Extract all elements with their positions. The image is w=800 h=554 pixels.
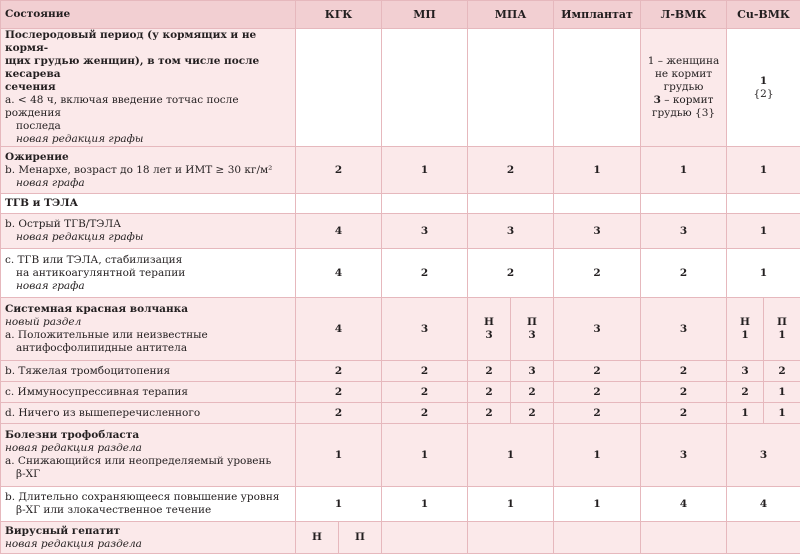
sle-d-mpa-n: 2: [468, 403, 511, 424]
dvt-title-row: [1, 194, 800, 214]
sle-a-kgk: 4: [296, 298, 382, 361]
sle-c-kgk: 2: [296, 382, 382, 403]
sle-c-mpa-n: 2: [468, 382, 511, 403]
gtd-b-lvmk: 4: [641, 487, 727, 522]
gtd-b-row: [1, 487, 800, 522]
sle-c-condition: с. Иммуносупрессивная терапия: [1, 382, 296, 403]
hepatitis-implant: [554, 522, 641, 554]
sle-a-row: [1, 298, 800, 361]
hepatitis-kgk-n: Н: [296, 522, 339, 554]
obesity-cuvmk: 1: [727, 147, 800, 194]
gtd-a-mp: 1: [382, 424, 468, 487]
gtd-a-lvmk: 3: [641, 424, 727, 487]
sle-b-implant: 2: [554, 361, 641, 382]
sle-d-lvmk: 2: [641, 403, 727, 424]
hepatitis-lvmk: [641, 522, 727, 554]
sle-c-mpa-p: 2: [511, 382, 554, 403]
dvt-b-lvmk: 3: [641, 214, 727, 249]
obesity-row: [1, 147, 800, 194]
sle-b-lvmk: 2: [641, 361, 727, 382]
header-implant: Имплантат: [554, 1, 641, 29]
sle-b-kgk: 2: [296, 361, 382, 382]
dvt-c-implant: 2: [554, 249, 641, 298]
gtd-a-row: [1, 424, 800, 487]
dvt-b-implant: 3: [554, 214, 641, 249]
gtd-a-cuvmk: 3: [727, 424, 800, 487]
header-mpa: МПА: [468, 1, 554, 29]
sle-a-cu-n: Н 1: [727, 298, 764, 361]
postpartum-lvmk: 1 – женщина не кормит грудью 3 – кормит грудью {3}: [641, 29, 727, 147]
hepatitis-mpa: [468, 522, 554, 554]
sle-c-cu-n: 2: [727, 382, 764, 403]
postpartum-mp: [382, 29, 468, 147]
sle-b-mpa-n: 2: [468, 361, 511, 382]
obesity-kgk: 2: [296, 147, 382, 194]
dvt-c-mpa: 2: [468, 249, 554, 298]
gtd-a-kgk: 1: [296, 424, 382, 487]
obesity-condition: Ожирение b. Менархе, возраст до 18 лет и ИМТ ≥ 30 кг/м² новая графа: [1, 147, 296, 194]
gtd-a-implant: 1: [554, 424, 641, 487]
sle-a-mpa-n: Н 3: [468, 298, 511, 361]
hepatitis-mp: [382, 522, 468, 554]
postpartum-implant: [554, 29, 641, 147]
obesity-implant: 1: [554, 147, 641, 194]
dvt-c-condition: с. ТГВ или ТЭЛА, стабилизация на антикоагулянтной терапии новая графа: [1, 249, 296, 298]
sle-c-row: [1, 382, 800, 403]
sle-a-condition: Системная красная волчанка новый раздел а. Положительные или неизвестные антифосфолипидные антитела: [1, 298, 296, 361]
header-condition: Состояние: [1, 1, 296, 29]
dvt-c-mp: 2: [382, 249, 468, 298]
postpartum-row: [1, 29, 800, 147]
sle-d-implant: 2: [554, 403, 641, 424]
sle-a-lvmk: 3: [641, 298, 727, 361]
dvt-title: ТГВ и ТЭЛА: [1, 194, 296, 214]
dvt-b-kgk: 4: [296, 214, 382, 249]
sle-b-condition: b. Тяжелая тромбоцитопения: [1, 361, 296, 382]
sle-a-implant: 3: [554, 298, 641, 361]
gtd-a-condition: Болезни трофобласта новая редакция раздела а. Снижающийся или неопределяемый уровень β-ХГ: [1, 424, 296, 487]
hepatitis-cuvmk: [727, 522, 800, 554]
postpartum-cuvmk: 1 {2}: [727, 29, 800, 147]
gtd-b-kgk: 1: [296, 487, 382, 522]
obesity-mpa: 2: [468, 147, 554, 194]
gtd-b-mpa: 1: [468, 487, 554, 522]
dvt-b-mpa: 3: [468, 214, 554, 249]
sle-a-mp: 3: [382, 298, 468, 361]
gtd-b-cuvmk: 4: [727, 487, 800, 522]
sle-d-condition: d. Ничего из вышеперечисленного: [1, 403, 296, 424]
gtd-a-mpa: 1: [468, 424, 554, 487]
postpartum-kgk: [296, 29, 382, 147]
dvt-b-cuvmk: 1: [727, 214, 800, 249]
sle-b-cu-n: 3: [727, 361, 764, 382]
sle-d-row: [1, 403, 800, 424]
header-lvmk: Л-ВМК: [641, 1, 727, 29]
sle-a-cu-p: П 1: [764, 298, 800, 361]
sle-c-cu-p: 1: [764, 382, 800, 403]
header-kgk: КГК: [296, 1, 382, 29]
sle-b-row: [1, 361, 800, 382]
hepatitis-condition: Вирусный гепатит новая редакция раздела: [1, 522, 296, 554]
dvt-c-kgk: 4: [296, 249, 382, 298]
sle-b-mp: 2: [382, 361, 468, 382]
sle-d-mpa-p: 2: [511, 403, 554, 424]
dvt-c-row: [1, 249, 800, 298]
dvt-c-lvmk: 2: [641, 249, 727, 298]
sle-c-implant: 2: [554, 382, 641, 403]
obesity-lvmk: 1: [641, 147, 727, 194]
gtd-b-condition: b. Длительно сохраняющееся повышение уровня β-ХГ или злокачественное течение: [1, 487, 296, 522]
sle-d-mp: 2: [382, 403, 468, 424]
dvt-b-mp: 3: [382, 214, 468, 249]
sle-c-mp: 2: [382, 382, 468, 403]
header-row: [1, 1, 800, 29]
sle-a-mpa-p: П 3: [511, 298, 554, 361]
sle-d-kgk: 2: [296, 403, 382, 424]
obesity-mp: 1: [382, 147, 468, 194]
postpartum-mpa: [468, 29, 554, 147]
header-cuvmk: Cu-ВМК: [727, 1, 800, 29]
gtd-b-implant: 1: [554, 487, 641, 522]
dvt-b-row: [1, 214, 800, 249]
gtd-b-mp: 1: [382, 487, 468, 522]
hepatitis-row: [1, 522, 800, 554]
hepatitis-kgk-p: П: [339, 522, 382, 554]
sle-c-lvmk: 2: [641, 382, 727, 403]
postpartum-condition: Послеродовый период (у кормящих и не кормя- щих грудью женщин), в том числе после кесарева сечения а. < 48 ч, включая введение тотчас после рождения последа новая редакция графы: [1, 29, 296, 147]
header-mp: МП: [382, 1, 468, 29]
sle-b-cu-p: 2: [764, 361, 800, 382]
sle-b-mpa-p: 3: [511, 361, 554, 382]
dvt-b-condition: b. Острый ТГВ/ТЭЛА новая редакция графы: [1, 214, 296, 249]
sle-d-cu-n: 1: [727, 403, 764, 424]
sle-d-cu-p: 1: [764, 403, 800, 424]
dvt-c-cuvmk: 1: [727, 249, 800, 298]
